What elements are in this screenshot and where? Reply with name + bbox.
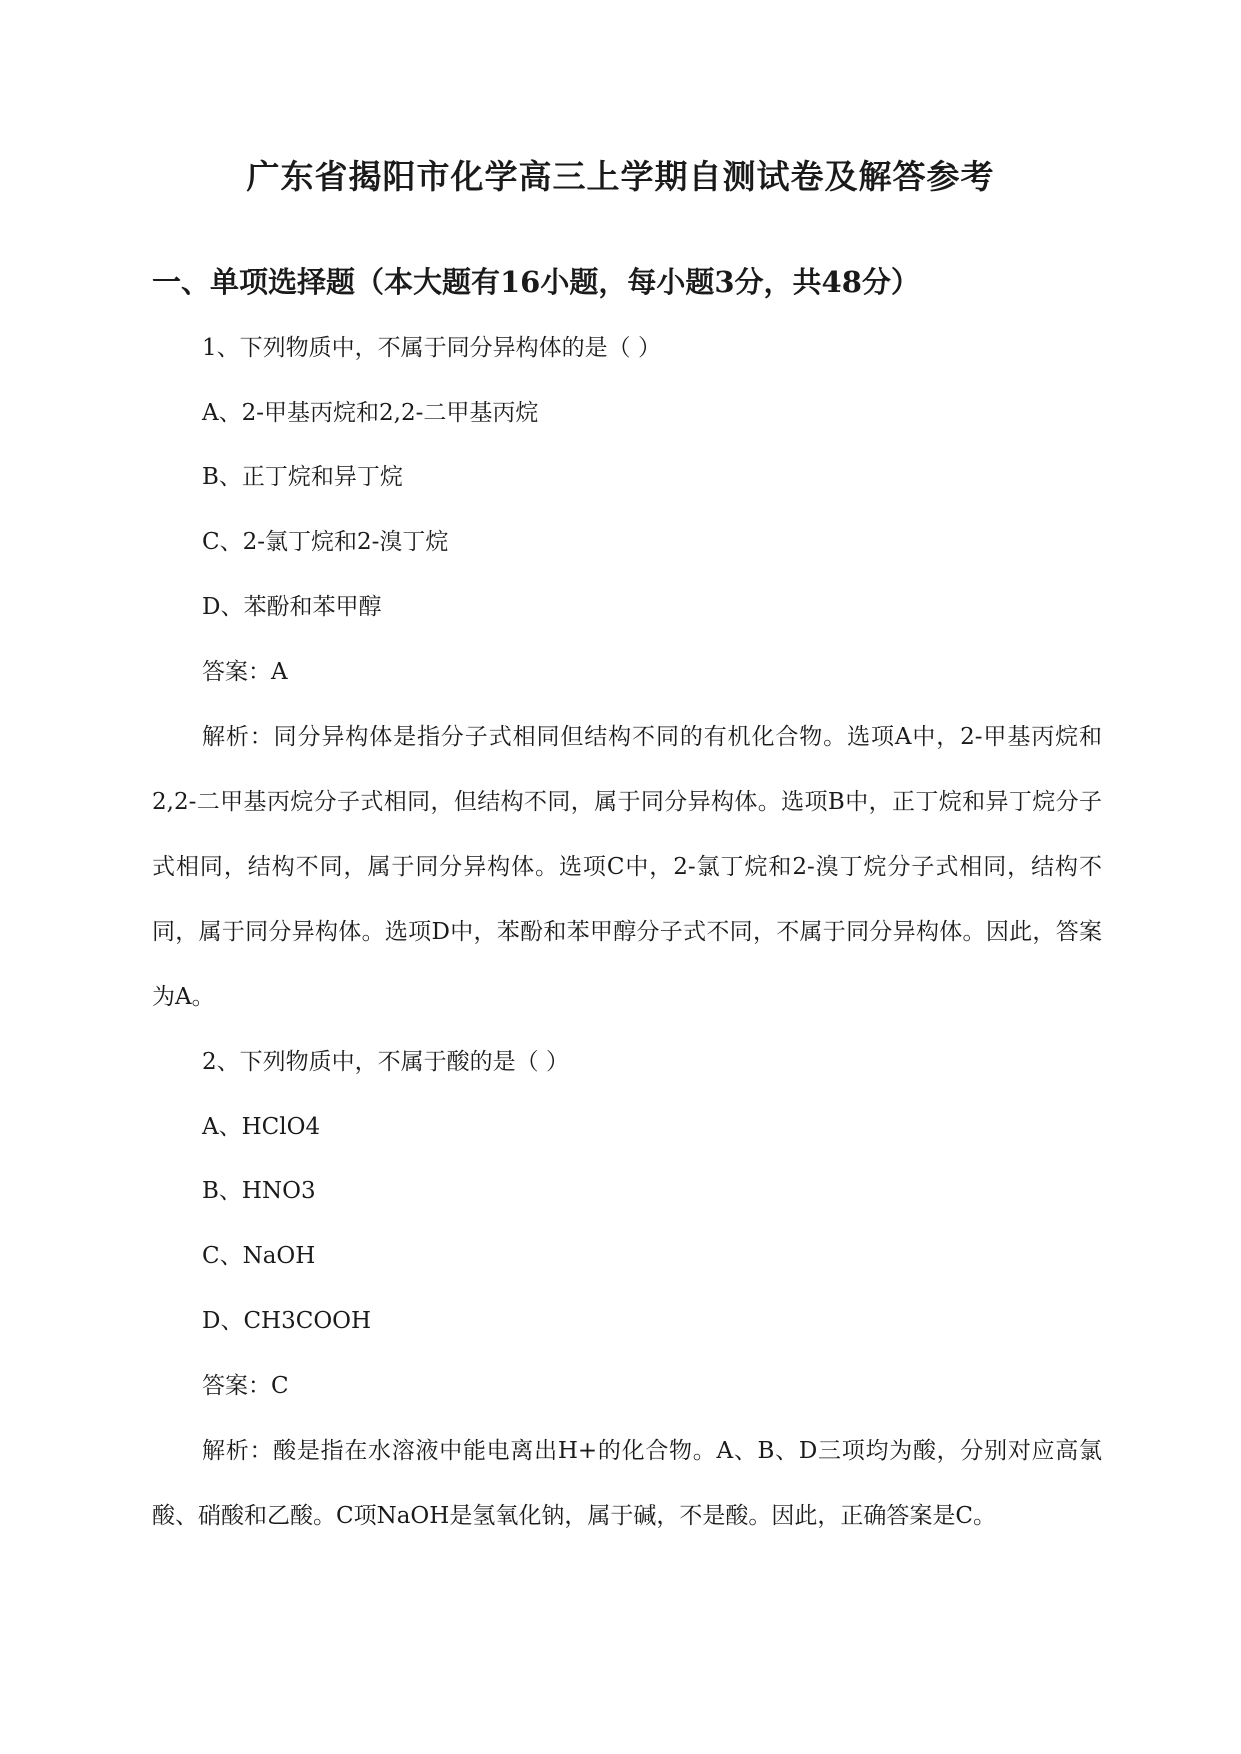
question-1-option-d: D、苯酚和苯甲醇 — [202, 594, 382, 620]
question-1-option-a: A、2-甲基丙烷和2,2-二甲基丙烷 — [202, 400, 539, 426]
question-1-answer: 答案：A — [202, 659, 288, 685]
question-2-stem: 2、下列物质中，不属于酸的是（ ） — [202, 1049, 569, 1075]
section-heading: 一、单项选择题（本大题有16小题，每小题3分，共48分） — [152, 265, 920, 299]
question-2-option-a: A、HClO4 — [202, 1114, 321, 1140]
question-2-option-b: B、HNO3 — [202, 1178, 316, 1204]
question-1-stem: 1、下列物质中，不属于同分异构体的是（ ） — [202, 335, 661, 361]
question-1-analysis: 解析：同分异构体是指分子式相同但结构不同的有机化合物。选项A中，2-甲基丙烷和2,2-二甲基丙烷分子式相同，但结构不同，属于同分异构体。选项B中，正丁烷和异丁烷分子式相同，结构不同，属于同分异构体。选项C中，2-氯丁烷和2-溴丁烷分子式相同，结构不同，属于同分异构体。选项D中，苯酚和苯甲醇分子式不同，不属于同分异构体。因此，答案为A。 — [152, 724, 1102, 1010]
question-2-analysis: 解析：酸是指在水溶液中能电离出H+的化合物。A、B、D三项均为酸，分别对应高氯酸、硝酸和乙酸。C项NaOH是氢氧化钠，属于碱，不是酸。因此，正确答案是C。 — [152, 1438, 1102, 1529]
document-title: 广东省揭阳市化学高三上学期自测试卷及解答参考 — [246, 157, 995, 196]
question-1-option-c: C、2-氯丁烷和2-溴丁烷 — [202, 529, 449, 555]
question-2-option-c: C、NaOH — [202, 1243, 316, 1269]
question-2-option-d: D、CH3COOH — [202, 1308, 372, 1334]
question-2-answer: 答案：C — [202, 1373, 289, 1399]
question-1-option-b: B、正丁烷和异丁烷 — [202, 464, 403, 490]
